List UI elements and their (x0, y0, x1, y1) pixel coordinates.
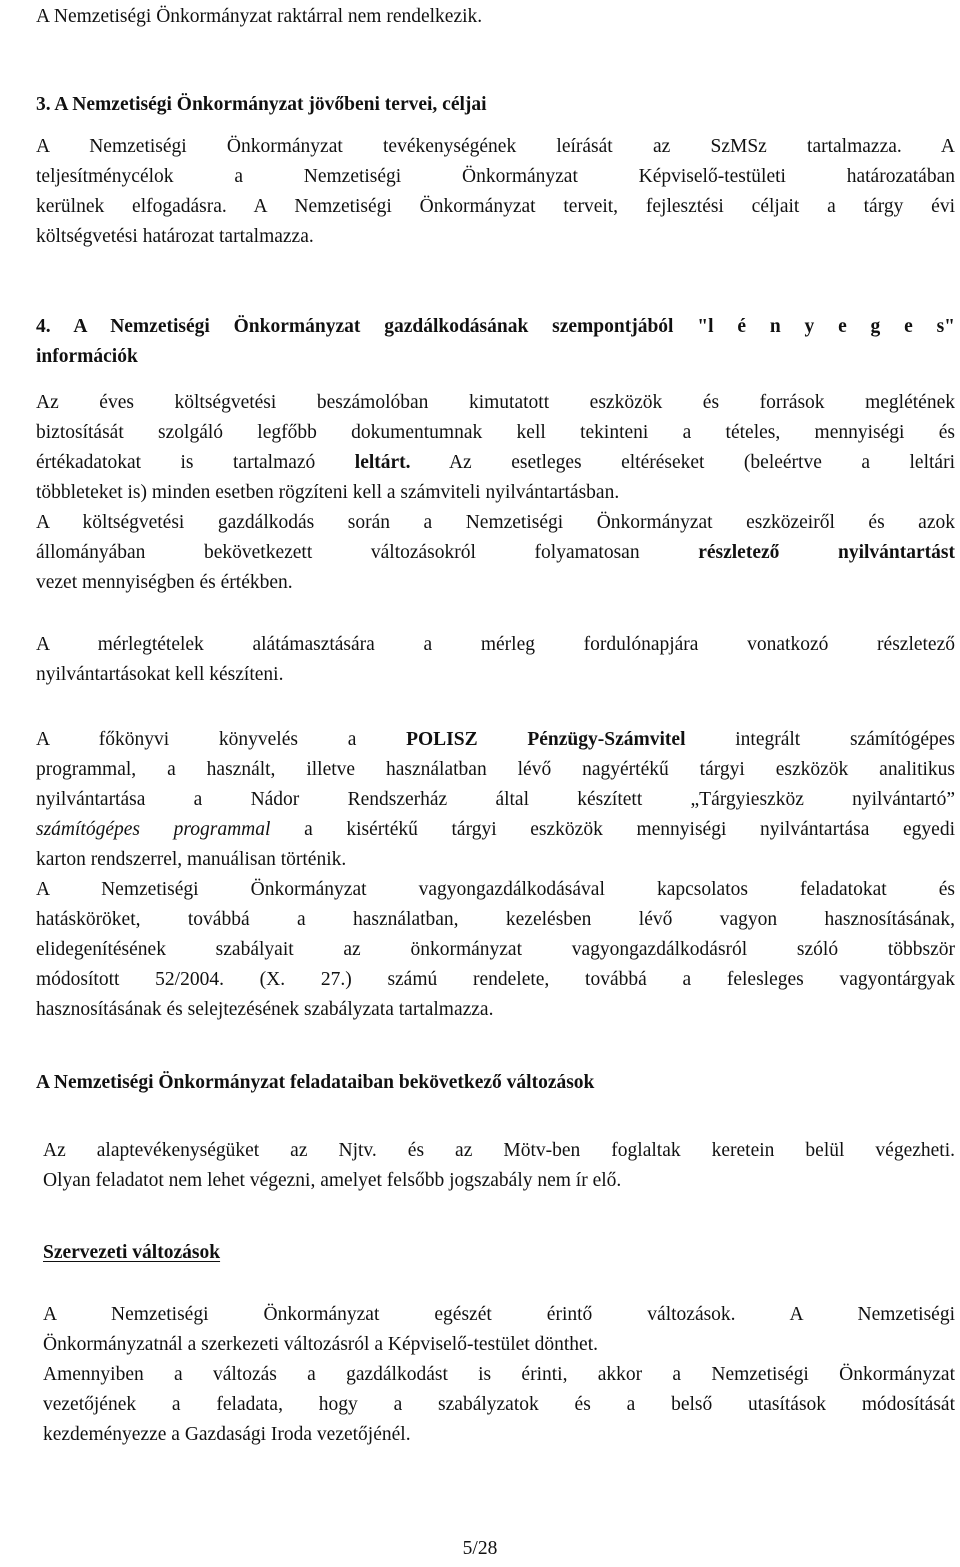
changes-paragraph (43, 1136, 955, 1196)
text-line: kerülnek elfogadásra. A Nemzetiségi Önkormányzat terveit, fejlesztési céljait a tárgy évi (36, 196, 955, 217)
bold-term: leltárt. (354, 452, 411, 473)
text-line: biztosítását szolgáló legfőbb dokumentumnak kell tekinteni a tételes, mennyiségi és (36, 422, 955, 443)
text-line: teljesítménycélok a Nemzetiségi Önkormányzat Képviselő-testületi határozatában (36, 166, 955, 187)
text-line: állományában bekövetkezett változásokról folyamatosan részletező nyilvántartást (36, 542, 955, 563)
org-heading (43, 1238, 955, 1268)
text-line: Olyan feladatot nem lehet végezni, amelyet felsőbb jogszabály nem ír elő. (43, 1170, 622, 1191)
text-line: módosított 52/2004. (X. 27.) számú rendelete, továbbá a felesleges vagyontárgyak (36, 969, 955, 990)
heading-line: információk (36, 346, 138, 367)
text-line: karton rendszerrel, manuálisan történik. (36, 849, 347, 870)
intro-paragraph (36, 2, 955, 32)
changes-heading: A Nemzetiségi Önkormányzat feladataiban bekövetkező változások (36, 1072, 595, 1093)
text-line: A mérlegtételek alátámasztására a mérleg fordulónapjára vonatkozó részletező (36, 634, 955, 655)
text-line: vezet mennyiségben és értékben. (36, 572, 293, 593)
records-paragraph (36, 508, 955, 598)
text-line: hasznosításának és selejtezésének szabályzata tartalmazza. (36, 999, 494, 1020)
text-line: Az éves költségvetési beszámolóban kimutatott eszközök és források meglétének (36, 392, 955, 413)
org-paragraph (43, 1300, 955, 1450)
text-line: A Nemzetiségi Önkormányzat tevékenységének leírását az SzMSz tartalmazza. A (36, 136, 955, 157)
text-line: hatásköröket, továbbá a használatban, kezelésben lévő vagyon hasznosításának, (36, 909, 955, 930)
text-line: A Nemzetiségi Önkormányzat vagyongazdálkodásával kapcsolatos feladatokat és (36, 879, 955, 900)
text-line: programmal, a használt, illetve használatban lévő nagyértékű tárgyi eszközök analitikus (36, 759, 955, 780)
intro-line: A Nemzetiségi Önkormányzat raktárral nem rendelkezik. (36, 6, 483, 27)
text-line: elidegenítésének szabályait az önkormányzat vagyongazdálkodásról szóló többször (36, 939, 955, 960)
text-line: Önkormányzatnál a szerkezeti változásról a Képviselő-testület dönthet. (43, 1334, 598, 1355)
text-line: kezdeményezze a Gazdasági Iroda vezetőjénél. (43, 1424, 411, 1445)
text-line: Az alaptevékenységüket az Njtv. és az Mötv-ben foglaltak keretein belül végezheti. (43, 1140, 955, 1161)
asset-management-paragraph (36, 875, 955, 1025)
text-line: számítógépes programmal a kisértékű tárgyi eszközök mennyiségi nyilvántartása egyedi (36, 819, 956, 840)
heading-line: 4. A Nemzetiségi Önkormányzat gazdálkodásának szempontjából "l é n y e g e s" (36, 316, 955, 337)
text-line: költségvetési határozat tartalmazza. (36, 226, 314, 247)
text-line: A Nemzetiségi Önkormányzat egészét érintő változások. A Nemzetiségi (43, 1304, 955, 1325)
inventory-paragraph (36, 388, 955, 508)
balance-paragraph (36, 630, 955, 690)
text-line: A költségvetési gazdálkodás során a Nemzetiségi Önkormányzat eszközeiről és azok (36, 512, 955, 533)
text-line: vezetőjének a feladata, hogy a szabályzatok és a belső utasítások módosítását (43, 1394, 955, 1415)
text-line: nyilvántartása a Nádor Rendszerház által készített „Tárgyieszköz nyilvántartó” (36, 789, 955, 810)
section-3-heading: 3. A Nemzetiségi Önkormányzat jövőbeni tervei, céljai (36, 94, 487, 115)
text-line: többleteket is) minden esetben rögzíteni kell a számviteli nyilvántartásban. (36, 482, 620, 503)
section-3-paragraph (36, 132, 955, 252)
italic-term: számítógépes programmal (36, 819, 271, 840)
bookkeeping-paragraph (36, 725, 955, 875)
page-number: 5/28 (462, 1538, 498, 1559)
text-line: értékadatokat is tartalmazó leltárt. Az esetleges eltéréseket (beleértve a leltári (36, 452, 955, 473)
section-4-heading (36, 312, 955, 372)
text-line: nyilvántartásokat kell készíteni. (36, 664, 284, 685)
org-heading-text: Szervezeti változások (43, 1242, 221, 1263)
text-line: A főkönyvi könyvelés a POLISZ Pénzügy-Számvitel integrált számítógépes (36, 729, 955, 750)
bold-term: POLISZ Pénzügy-Számvitel (406, 729, 686, 750)
bold-term: részletező nyilvántartást (698, 542, 955, 563)
text-line: Amennyiben a változás a gazdálkodást is érinti, akkor a Nemzetiségi Önkormányzat (43, 1364, 955, 1385)
